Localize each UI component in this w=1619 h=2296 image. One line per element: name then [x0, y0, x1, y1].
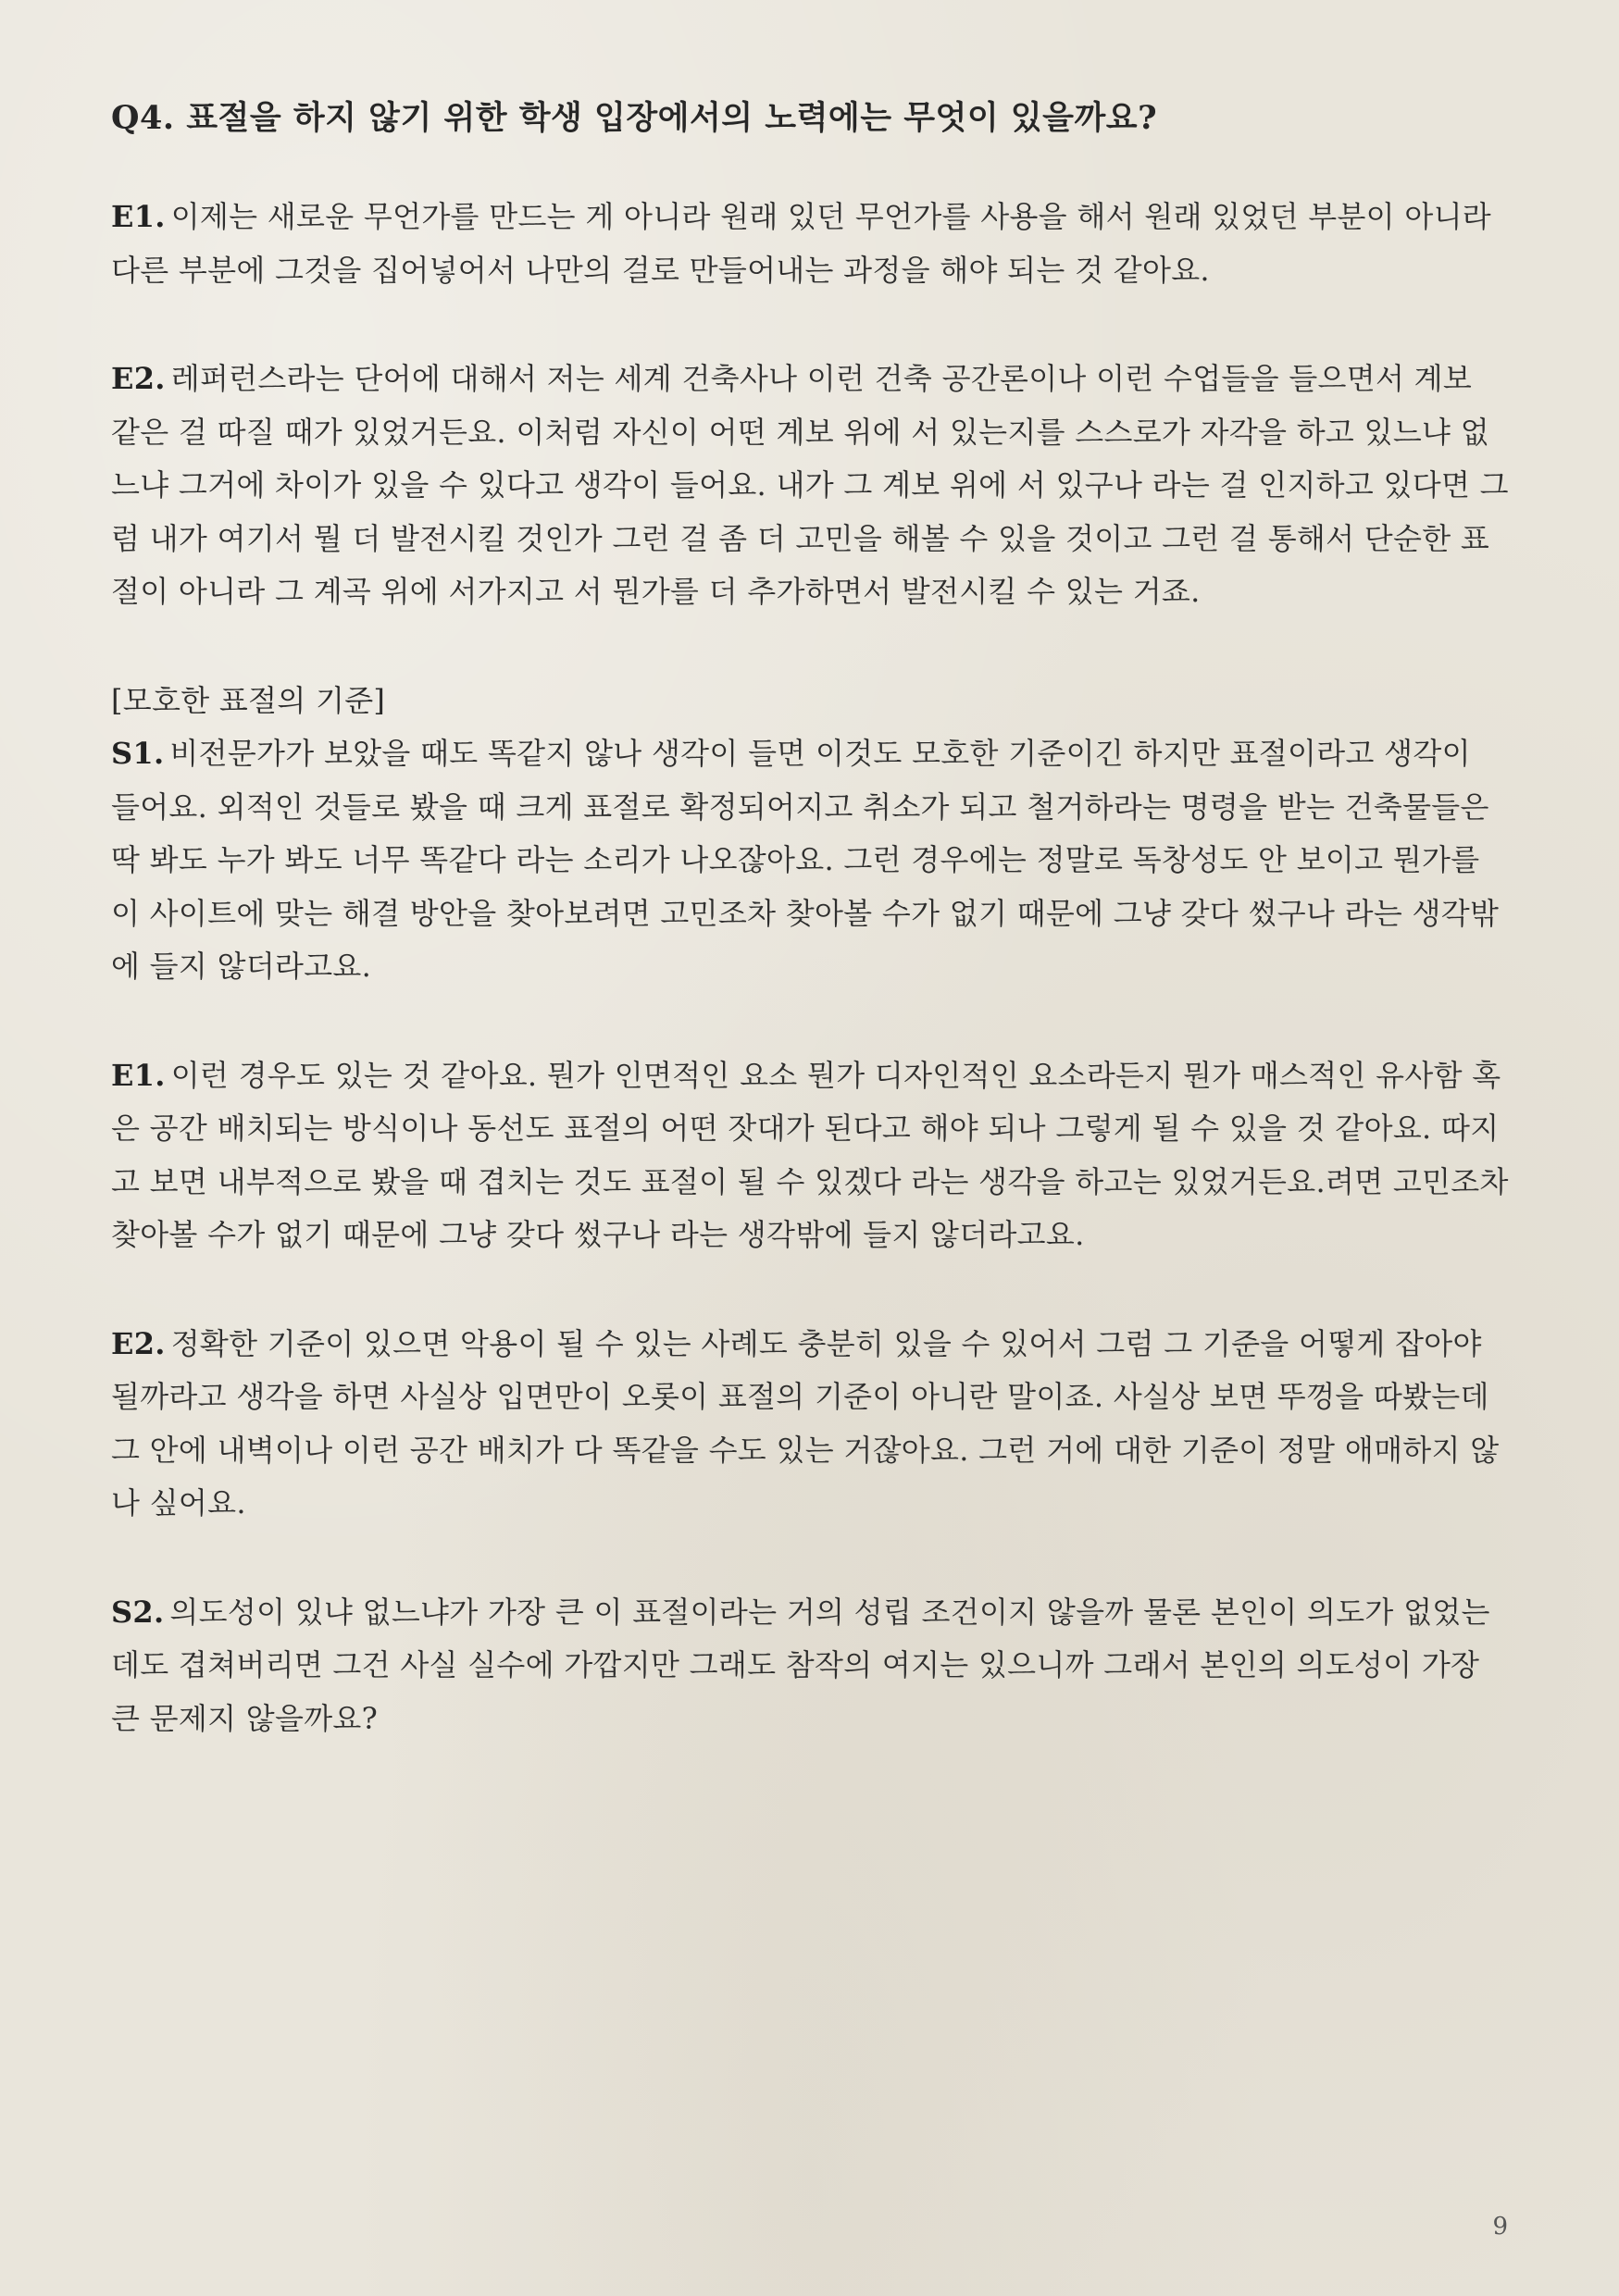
answer-text: 레퍼런스라는 단어에 대해서 저는 세계 건축사나 이런 건축 공간론이나 이런 수업들을 들으면서 계보 같은 걸 따질 때가 있었거든요. 이처럼 자신이 어떤 계보 위에 서 있는지를 스스로가 자각을 하고 있느냐 없느냐 그거에 차이가 있을 수 있다고 생각이 들어요. 내가 그 계보 위에 서 있구나 라는 걸 인지하고 있다면 그럼 내가 여기서 뭘 더 발전시킬 것인가 그런 걸 좀 더 고민을 해볼 수 있을 것이고 그런 걸 통해서 단순한 표절이 아니라 그 계곡 위에 서가지고 서 뭔가를 더 추가하면서 발전시킬 수 있는 거죠.	[111, 361, 1509, 609]
speaker-label: E1.	[111, 199, 166, 234]
section-title: [모호한 표절의 기준]	[111, 682, 386, 718]
answer-paragraph	[111, 1586, 1509, 1746]
answer-paragraph	[111, 727, 1509, 994]
answer-paragraph	[111, 191, 1509, 297]
answer-paragraph	[111, 1318, 1509, 1531]
answer-text: 이런 경우도 있는 것 같아요. 뭔가 인면적인 요소 뭔가 디자인적인 요소라든지 뭔가 매스적인 유사함 혹은 공간 배치되는 방식이나 동선도 표절의 어떤 잣대가 된다고 해야 되나 그렇게 될 수 있을 것 같아요. 따지고 보면 내부적으로 봤을 때 겹치는 것도 표절이 될 수 있겠다 라는 생각을 하고는 있었거든요.려면 고민조차 찾아볼 수가 없기 때문에 그냥 갖다 썼구나 라는 생각밖에 들지 않더라고요.	[111, 1057, 1509, 1252]
answer-text: 정확한 기준이 있으면 악용이 될 수 있는 사례도 충분히 있을 수 있어서 그럼 그 기준을 어떻게 잡아야 될까라고 생각을 하면 사실상 입면만이 오롯이 표절의 기준이 아니란 말이죠. 사실상 보면 뚜껑을 따봤는데 그 안에 내벽이나 이런 공간 배치가 다 똑같을 수도 있는 거잖아요. 그런 거에 대한 기준이 정말 애매하지 않나 싶어요.	[111, 1325, 1500, 1520]
speaker-label: S1.	[111, 736, 165, 771]
page-number: 9	[1492, 2213, 1508, 2240]
speaker-label: E2.	[111, 361, 166, 396]
document-page	[111, 88, 1509, 1745]
speaker-label: S2.	[111, 1594, 165, 1630]
answer-text: 의도성이 있냐 없느냐가 가장 큰 이 표절이라는 거의 성립 조건이지 않을까 물론 본인이 의도가 없었는데도 겹쳐버리면 그건 사실 실수에 가깝지만 그래도 참작의 여지는 있으니까 그래서 본인의 의도성이 가장 큰 문제지 않을까요?	[111, 1594, 1490, 1736]
answer-text: 비전문가가 보았을 때도 똑같지 않나 생각이 들면 이것도 모호한 기준이긴 하지만 표절이라고 생각이 들어요. 외적인 것들로 봤을 때 크게 표절로 확정되어지고 취소가 되고 철거하라는 명령을 받는 건축물들은 딱 봐도 누가 봐도 너무 똑같다 라는 소리가 나오잖아요. 그런 경우에는 정말로 독창성도 안 보이고 뭔가를 이 사이트에 맞는 해결 방안을 찾아보려면 고민조차 찾아볼 수가 없기 때문에 그냥 갖다 썼구나 라는 생각밖에 들지 않더라고요.	[111, 736, 1500, 984]
speaker-label: E1.	[111, 1057, 166, 1093]
answer-paragraph	[111, 1049, 1509, 1262]
question-heading: Q4. 표절을 하지 않기 위한 학생 입장에서의 노력에는 무엇이 있을까요?	[111, 99, 1158, 137]
answer-text: 이제는 새로운 무언가를 만드는 게 아니라 원래 있던 무언가를 사용을 해서 원래 있었던 부분이 아니라 다른 부분에 그것을 집어넣어서 나만의 걸로 만들어내는 과정을 해야 되는 것 같아요.	[111, 199, 1492, 288]
speaker-label: E2.	[111, 1325, 166, 1361]
answer-paragraph	[111, 353, 1509, 619]
